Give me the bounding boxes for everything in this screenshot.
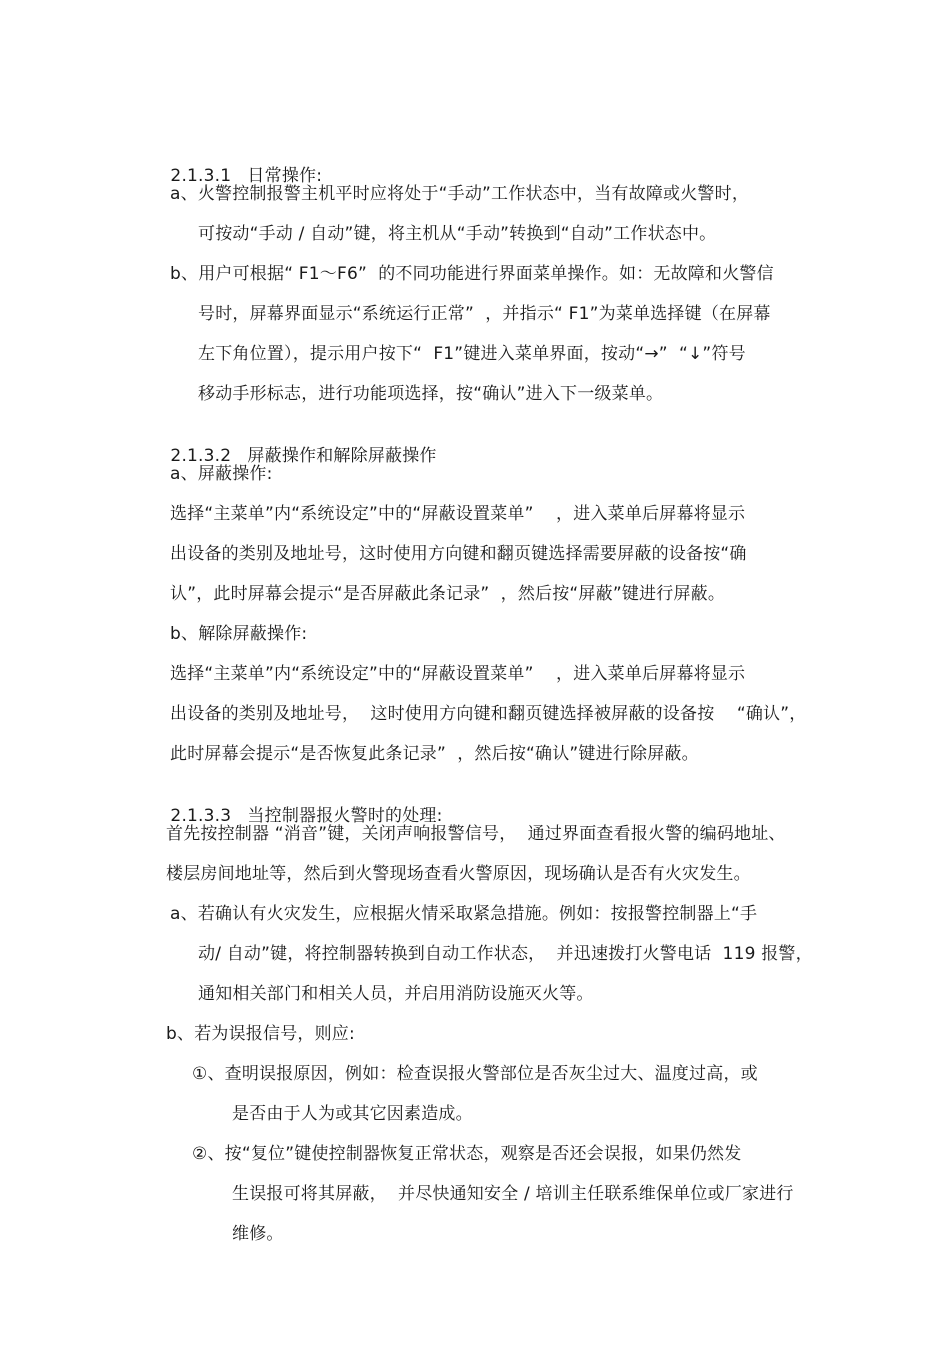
- paragraph-line: 选择“主菜单”内“系统设定”中的“屏蔽设置菜单” ，进入菜单后屏幕将显示: [170, 664, 746, 684]
- paragraph-line: b、解除屏蔽操作:: [170, 624, 308, 644]
- section-title: 当控制器报火警时的处理:: [247, 806, 443, 826]
- paragraph-line: 是否由于人为或其它因素造成。: [232, 1104, 473, 1124]
- paragraph-line: a、若确认有火灾发生，应根据火情采取紧急措施。例如：按报警控制器上“手: [170, 904, 758, 924]
- paragraph-line: 此时屏幕会提示“是否恢复此条记录” ，然后按“确认”键进行除屏蔽。: [170, 744, 699, 764]
- paragraph-line: 左下角位置），提示用户按下“ F1”键进入菜单界面，按动“→” “↓”符号: [198, 344, 746, 364]
- paragraph-line: b、用户可根据“ F1～F6” 的不同功能进行界面菜单操作。如：无故障和火警信: [170, 264, 774, 284]
- paragraph-line: ②、按“复位”键使控制器恢复正常状态，观察是否还会误报，如果仍然发: [192, 1144, 742, 1164]
- section-number: 2.1.3.3: [170, 806, 232, 826]
- paragraph-line: 维修。: [232, 1224, 284, 1244]
- paragraph-line: 动/ 自动”键，将控制器转换到自动工作状态， 并迅速拨打火警电话 119 报警，: [198, 944, 813, 964]
- paragraph-line: a、屏蔽操作:: [170, 464, 273, 484]
- paragraph-line: b、若为误报信号，则应:: [166, 1024, 355, 1044]
- paragraph-line: 通知相关部门和相关人员，并启用消防设施灭火等。: [198, 984, 594, 1004]
- section-title: 屏蔽操作和解除屏蔽操作: [247, 446, 437, 466]
- paragraph-line: 楼层房间地址等，然后到火警现场查看火警原因，现场确认是否有火灾发生。: [166, 864, 751, 884]
- paragraph-line: 出设备的类别及地址号， 这时使用方向键和翻页键选择被屏蔽的设备按 “确认”，: [170, 704, 807, 724]
- paragraph-line: 移动手形标志，进行功能项选择，按“确认”进入下一级菜单。: [198, 384, 664, 404]
- paragraph-line: a、火警控制报警主机平时应将处于“手动”工作状态中，当有故障或火警时，: [170, 184, 750, 204]
- paragraph-line: 可按动“手动 / 自动”键，将主机从“手动”转换到“自动”工作状态中。: [198, 224, 717, 244]
- paragraph-line: 选择“主菜单”内“系统设定”中的“屏蔽设置菜单” ，进入菜单后屏幕将显示: [170, 504, 746, 524]
- paragraph-line: 认”，此时屏幕会提示“是否屏蔽此条记录” ，然后按“屏蔽”键进行屏蔽。: [170, 584, 726, 604]
- paragraph-line: ①、查明误报原因，例如：检查误报火警部位是否灰尘过大、温度过高，或: [192, 1064, 758, 1084]
- paragraph-line: 出设备的类别及地址号，这时使用方向键和翻页键选择需要屏蔽的设备按“确: [170, 544, 747, 564]
- section-number: 2.1.3.1: [170, 166, 232, 186]
- section-title: 日常操作:: [247, 166, 323, 186]
- section-number: 2.1.3.2: [170, 446, 232, 466]
- paragraph-line: 生误报可将其屏蔽， 并尽快通知安全 / 培训主任联系维保单位或厂家进行: [232, 1184, 794, 1204]
- paragraph-line: 首先按控制器 “消音”键，关闭声响报警信号， 通过界面查看报火警的编码地址、: [166, 824, 786, 844]
- paragraph-line: 号时，屏幕界面显示“系统运行正常” ，并指示“ F1”为菜单选择键（在屏幕: [198, 304, 771, 324]
